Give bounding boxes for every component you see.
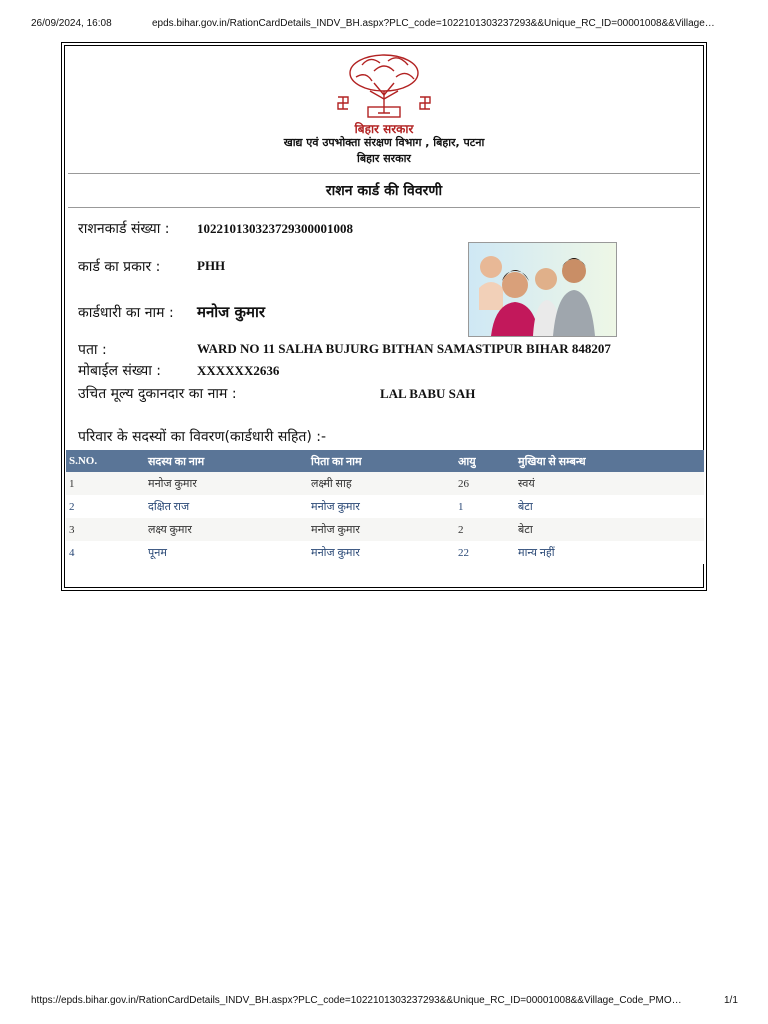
card-number-label: राशनकार्ड संख्या : [78,221,170,237]
cell-serial: 3 [66,518,145,541]
cell-father-name: लक्ष्मी साह [308,472,455,495]
cell-member-name: पूनम [145,541,308,564]
mobile-value: XXXXXX2636 [197,363,280,378]
divider [68,173,700,174]
print-page-number: 1/1 [724,995,738,1006]
cell-age: 1 [455,495,515,518]
cell-relation: बेटा [515,495,704,518]
col-relation: मुखिया से सम्बन्ध [515,450,704,472]
table-row [66,541,704,564]
holder-name-label: कार्डधारी का नाम : [78,305,174,321]
family-members-table [66,450,704,564]
divider [68,207,700,208]
mobile-label: मोबाईल संख्या : [78,363,162,379]
ration-card-panel [61,42,707,591]
cell-father-name: मनोज कुमार [308,518,455,541]
cell-serial: 4 [66,541,145,564]
print-footer-url: https://epds.bihar.gov.in/RationCardDetails_INDV_BH.aspx?PLC_code=1022101303237293&&Unique_RC_ID=00001008&&Village_Code_PMO… [31,995,682,1006]
table-row [66,472,704,495]
dealer-value: LAL BABU SAH [380,386,476,401]
government-name: बिहार सरकार [357,152,411,165]
card-number-value: 10221013032372930000​1008 [197,221,353,236]
cell-age: 2 [455,518,515,541]
cell-serial: 2 [66,495,145,518]
col-age: आयु [455,450,515,472]
address-label: पता : [78,342,107,358]
address-value: WARD NO 11 SALHA BUJURG BITHAN SAMASTIPUR BIHAR 848207 [197,341,611,356]
print-datetime: 26/09/2024, 16:08 [31,18,112,29]
table-row [66,518,704,541]
cell-serial: 1 [66,472,145,495]
cell-member-name: दक्षित राज [145,495,308,518]
cell-relation: स्वयं [515,472,704,495]
department-name: खाद्य एवं उपभोक्ता संरक्षण विभाग , बिहार, पटना [283,136,485,149]
cell-age: 22 [455,541,515,564]
page-title: राशन कार्ड की विवरणी [325,183,443,199]
bodhi-tree-emblem-icon [334,51,434,139]
col-serial: S.NO. [66,450,145,472]
dealer-label: उचित मूल्य दुकानदार का नाम : [78,386,237,402]
cell-member-name: मनोज कुमार [145,472,308,495]
cell-member-name: लक्ष्य कुमार [145,518,308,541]
card-type-label: कार्ड का प्रकार : [78,259,161,275]
col-father-name: पिता का नाम [308,450,455,472]
holder-name-value: मनोज कुमार [197,303,266,321]
col-member-name: सदस्य का नाम [145,450,308,472]
cell-age: 26 [455,472,515,495]
card-type-value: PHH [197,258,226,273]
table-row [66,495,704,518]
cell-father-name: मनोज कुमार [308,495,455,518]
cell-relation: बेटा [515,518,704,541]
table-header-row [66,450,704,472]
print-header-url: epds.bihar.gov.in/RationCardDetails_INDV_BH.aspx?PLC_code=1022101303237293&&Unique_RC_ID=00001008&&Village… [152,18,715,29]
cell-father-name: मनोज कुमार [308,541,455,564]
logo-text: बिहार सरकार [354,122,414,136]
family-section-title: परिवार के सदस्यों का विवरण(कार्डधारी सहित) :- [78,429,327,445]
cell-relation: मान्य नहीं [515,541,704,564]
family-photo [468,242,617,337]
